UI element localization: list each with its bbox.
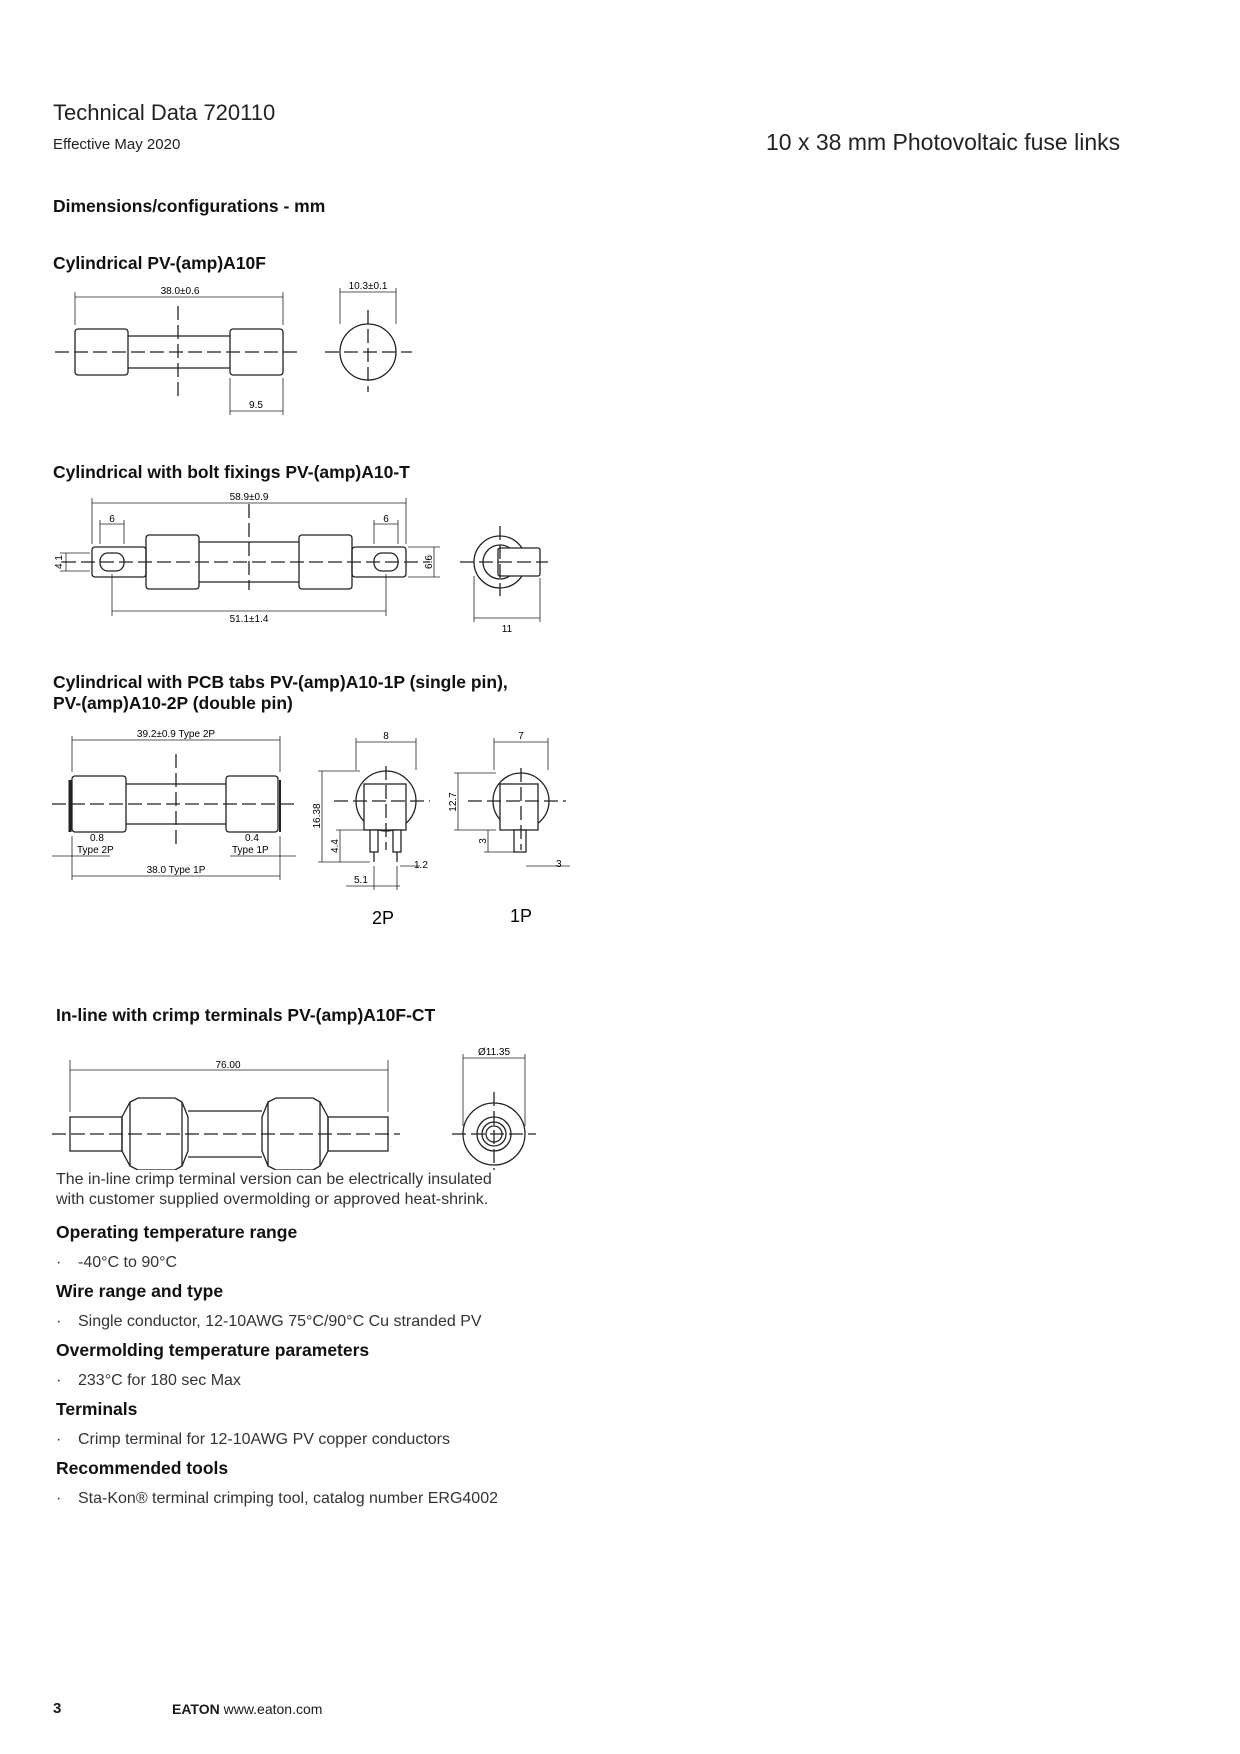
dim-a10t-overall: 58.9±0.9 [229, 492, 269, 503]
dim-a10t-tab-right: 6 [383, 514, 389, 525]
dim-a10t-tab-left: 6 [109, 514, 115, 525]
dim-a10t-centers: 51.1±1.4 [229, 614, 269, 625]
dim-pcb-1p-height: 12.7 [448, 792, 459, 812]
diagram-a10f-title: Cylindrical PV-(amp)A10F [53, 253, 266, 273]
dim-pcb-2p-pitch: 5.1 [354, 875, 368, 886]
dim-pcb-right-a: 0.4 [245, 833, 259, 844]
list-item [56, 1431, 450, 1449]
footer-url[interactable]: www.eaton.com [223, 1701, 323, 1717]
dim-a10f-cap: 9.5 [249, 400, 263, 411]
heading-overmolding: Overmolding temperature parameters [56, 1340, 370, 1360]
dim-a10f-diameter: 10.3±0.1 [348, 281, 388, 292]
dim-a10t-height: 6.6 [424, 555, 435, 569]
heading-operating-temperature: Operating temperature range [56, 1222, 298, 1242]
label-1p: 1P [509, 906, 533, 926]
dim-pcb-right-b: Type 1P [232, 845, 269, 856]
diagram-a10t [0, 486, 570, 636]
list-item [56, 1313, 482, 1331]
dim-pcb-2p-pinw: 1.2 [414, 860, 428, 871]
footer-brand [172, 1701, 322, 1717]
dim-pcb-left-b: Type 2P [77, 845, 114, 856]
bullet-text: -40°C to 90°C [78, 1254, 178, 1271]
brand-name: EATON [172, 1701, 220, 1717]
ct-intro-paragraph [56, 1170, 492, 1210]
dim-a10t-side: 11 [501, 624, 513, 635]
diagram-ct-title: In-line with crimp terminals PV-(amp)A10F-CT [56, 1005, 436, 1025]
label-2p: 2P [371, 908, 395, 928]
bullet-text: 233°C for 180 sec Max [78, 1372, 241, 1389]
product-title: 10 x 38 mm Photovoltaic fuse links [766, 129, 1121, 155]
document-title [53, 100, 275, 126]
bullet-text: Sta-Kon® terminal crimping tool, catalog number ERG4002 [78, 1490, 498, 1507]
heading-terminals: Terminals [56, 1399, 138, 1419]
bullet-char: · [56, 1372, 62, 1389]
ct-intro-line-2: with customer supplied overmolding or approved heat-shrink. [56, 1191, 489, 1208]
list-item [56, 1490, 498, 1508]
bullet-char: · [56, 1254, 62, 1271]
document-number: 720110 [203, 100, 276, 125]
diagram-ct [0, 1040, 560, 1170]
bullet-text: Crimp terminal for 12-10AWG PV copper conductors [78, 1431, 450, 1448]
dim-pcb-2p-width: 8 [383, 731, 389, 742]
ct-intro-line-1: The in-line crimp terminal version can be electrically insulated [56, 1171, 492, 1188]
dim-ct-diameter: Ø11.35 [477, 1047, 511, 1058]
dim-pcb-2p-height: 16.38 [312, 803, 323, 829]
list-item [56, 1254, 177, 1272]
heading-recommended-tools: Recommended tools [56, 1458, 229, 1478]
list-item [56, 1372, 241, 1390]
effective-date: Effective May 2020 [53, 136, 181, 153]
bullet-char: · [56, 1490, 62, 1507]
dim-pcb-left-a: 0.8 [90, 833, 104, 844]
title-prefix: Technical Data [53, 100, 198, 125]
diagram-a10t-title: Cylindrical with bolt fixings PV-(amp)A10-T [53, 462, 410, 482]
diagram-pcb-title-line1: Cylindrical with PCB tabs PV-(amp)A10-1P (single pin), [53, 672, 508, 692]
dim-a10f-length: 38.0±0.6 [160, 286, 200, 297]
heading-wire-range: Wire range and type [56, 1281, 224, 1301]
dim-pcb-1p-width: 7 [518, 731, 524, 742]
section-title: Dimensions/configurations - mm [53, 196, 326, 216]
dim-a10t-slot: 4.1 [54, 555, 65, 569]
dim-pcb-1p-pin: 3 [478, 838, 489, 844]
diagram-a10f [0, 280, 460, 420]
dim-pcb-1p-offset: 3 [556, 859, 562, 870]
bullet-text: Single conductor, 12-10AWG 75°C/90°C Cu stranded PV [78, 1313, 482, 1330]
dim-ct-length: 76.00 [215, 1060, 241, 1071]
bullet-char: · [56, 1313, 62, 1330]
page-number: 3 [53, 1700, 62, 1717]
diagram-pcb [0, 726, 600, 946]
dim-pcb-2p-length: 39.2±0.9 Type 2P [136, 729, 216, 740]
bullet-char: · [56, 1431, 62, 1448]
dim-pcb-1p-length: 38.0 Type 1P [146, 865, 206, 876]
diagram-pcb-title-line2: PV-(amp)A10-2P (double pin) [53, 693, 293, 713]
dim-pcb-2p-pin: 4.4 [330, 839, 341, 853]
